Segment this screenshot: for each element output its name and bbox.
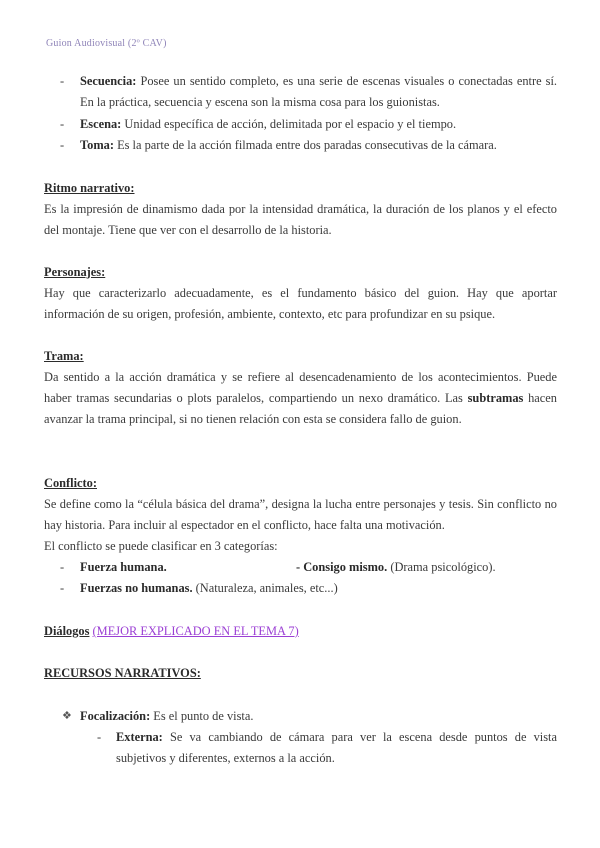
list-dash: - [97, 730, 102, 744]
term: Fuerzas no humanas. [80, 581, 193, 595]
definition: Unidad específica de acción, delimitada por el espacio y el tiempo. [121, 117, 457, 131]
list-item-focalizacion [80, 706, 253, 727]
definition: Es el punto de vista. [150, 709, 254, 723]
section-ritmo [44, 178, 557, 241]
section-dialogos [44, 621, 557, 642]
list-item-toma [80, 135, 557, 156]
list-dash: - [60, 581, 65, 595]
section-heading: Conflicto: [44, 476, 97, 490]
section-heading: Diálogos [44, 624, 90, 638]
definition: Es la parte de la acción filmada entre dos paradas consecutivas de la cámara. [113, 138, 497, 152]
list-item-fuerzas-no-humanas [80, 578, 338, 599]
section-text: Hay que caracterizarlo adecuadamente, es el fundamento básico del guion. Hay que aportar información de su origen, profesión, ambiente, contexto, etc para profundizar en su psique. [44, 286, 557, 321]
term: Toma: [80, 138, 114, 152]
section-text [44, 367, 557, 430]
list-item-externa [116, 727, 557, 769]
list-dash: - [60, 117, 65, 131]
list-dash: - [60, 138, 65, 152]
list-dash: - [60, 74, 65, 88]
list-item-fuerza-humana [80, 557, 167, 578]
section-heading: Trama: [44, 349, 84, 363]
definition: Posee un sentido completo, es una serie de escenas visuales o conectadas entre sí. En la práctica, secuencia y escena son la misma cosa para los guionistas. [80, 74, 557, 109]
term: - Consigo mismo. [296, 560, 388, 574]
definition: (Naturaleza, animales, etc...) [192, 581, 338, 595]
diamond-bullet-icon: ❖ [62, 710, 72, 722]
list-item-secuencia [80, 71, 557, 113]
text-part: hacen avanzar la trama principal, si no tienen relación con esta se considera fallo de guion. [44, 391, 557, 426]
section-heading: RECURSOS NARRATIVOS: [44, 666, 201, 680]
term: Externa: [116, 730, 163, 744]
section-text: Se define como la “célula básica del drama”, designa la lucha entre personajes y tesis. Sin conflicto no hay historia. Para incluir al espectador en el conflicto, hace falta una motivación. [44, 497, 557, 532]
section-heading: Personajes: [44, 265, 106, 279]
list-dash: - [60, 560, 65, 574]
term: Escena: [80, 117, 122, 131]
term: Secuencia: [80, 74, 137, 88]
list-item-escena [80, 114, 557, 135]
section-trama [44, 346, 557, 430]
section-heading: Ritmo narrativo: [44, 181, 135, 195]
definition: (Drama psicológico). [387, 560, 496, 574]
definition: Se va cambiando de cámara para ver la escena desde puntos de vista subjetivos y diferentes, externos a la acción. [116, 730, 557, 765]
text-part: Da sentido a la acción dramática y se refiere al desencadenamiento de los acontecimientos. Puede haber tramas secundarias o plots paralelos, compartiendo un nexo dramático. Las [44, 370, 557, 405]
section-text: Es la impresión de dinamismo dada por la intensidad dramática, la duración de los planos y el efecto del montaje. Tiene que ver con el desarrollo de la historia. [44, 202, 557, 237]
bold-term: subtramas [467, 391, 524, 405]
tema7-link[interactable]: (MEJOR EXPLICADO EN EL TEMA 7) [92, 624, 299, 638]
section-conflicto [44, 473, 557, 557]
document-header: Guion Audiovisual (2º CAV) [46, 38, 167, 49]
section-personajes [44, 262, 557, 325]
term: Fuerza humana. [80, 560, 167, 574]
section-recursos [44, 663, 557, 684]
list-item-consigo-mismo [296, 557, 496, 578]
term: Focalización: [80, 709, 151, 723]
section-text-clasificar: El conflicto se puede clasificar en 3 categorías: [44, 539, 278, 553]
